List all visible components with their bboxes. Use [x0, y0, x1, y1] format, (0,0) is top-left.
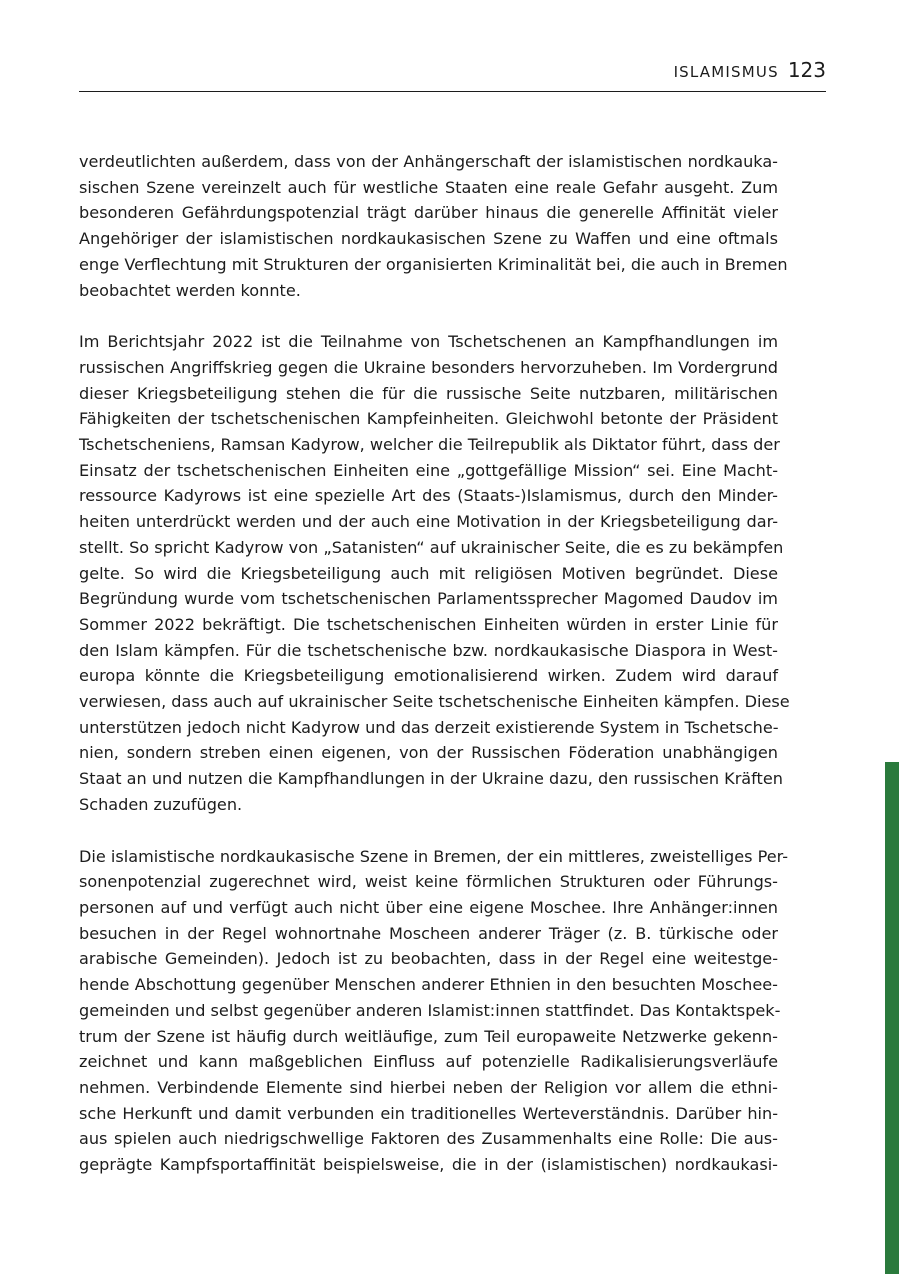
text-line: Tschetscheniens, Ramsan Kadyrow, welcher die Teilrepublik als Diktator führt, dass der [79, 435, 780, 455]
text-line: beobachtet werden konnte. [79, 280, 301, 300]
text-line: nehmen. Verbindende Elemente sind hierbei neben der Religion vor allem die ethni- [79, 1077, 778, 1097]
text-line: ressource Kadyrows ist eine spezielle Art des (Staats-)Islamismus, durch den Minder- [79, 486, 778, 506]
text-line: den Islam kämpfen. Für die tschetschenische bzw. nordkaukasische Diaspora in West- [79, 640, 778, 660]
text-line: nien, sondern streben einen eigenen, von der Russischen Föderation unabhängigen [79, 743, 778, 763]
paragraph [79, 329, 790, 817]
text-line: trum der Szene ist häufig durch weitläufige, zum Teil europaweite Netzwerke gekenn- [79, 1026, 778, 1046]
chapter-side-tab [885, 762, 899, 1274]
text-line: sche Herkunft und damit verbunden ein traditionelles Werteverständnis. Darüber hin- [79, 1103, 778, 1123]
text-line: besonderen Gefährdungspotenzial trägt darüber hinaus die generelle Affinität vieler [79, 203, 778, 223]
page-number: 123 [787, 58, 826, 82]
text-line: Fähigkeiten der tschetschenischen Kampfeinheiten. Gleichwohl betonte der Präsident [79, 409, 778, 429]
text-line: aus spielen auch niedrigschwellige Faktoren des Zusammenhalts eine Rolle: Die aus- [79, 1129, 778, 1149]
text-line: verdeutlichten außerdem, dass von der Anhängerschaft der islamistischen nordkauka- [79, 152, 778, 171]
text-line: stellt. So spricht Kadyrow von „Satanisten“ auf ukrainischer Seite, die es zu bekämpfen [79, 537, 784, 557]
text-line: personen auf und verfügt auch nicht über eine eigene Moschee. Ihre Anhänger:innen [79, 897, 778, 917]
text-line: Im Berichtsjahr 2022 ist die Teilnahme von Tschetschenen an Kampfhandlungen im [79, 332, 778, 352]
text-line: geprägte Kampfsportaffinität beispielsweise, die in der (islamistischen) nordkaukasi- [79, 1155, 778, 1175]
text-line: unterstützen jedoch nicht Kadyrow und das derzeit existierende System in Tschetsche- [79, 717, 779, 737]
text-line: sonenpotenzial zugerechnet wird, weist keine förmlichen Strukturen oder Führungs- [79, 872, 778, 892]
text-line: Begründung wurde vom tschetschenischen Parlamentssprecher Magomed Daudov im [79, 589, 778, 609]
text-line: verwiesen, dass auch auf ukrainischer Seite tschetschenische Einheiten kämpfen. Diese [79, 692, 790, 712]
section-title: ISLAMISMUS [673, 63, 779, 81]
text-line: arabische Gemeinden). Jedoch ist zu beobachten, dass in der Regel eine weitestge- [79, 949, 778, 969]
text-line: hende Abschottung gegenüber Menschen anderer Ethnien in den besuchten Moschee- [79, 975, 778, 995]
text-line: enge Verflechtung mit Strukturen der organisierten Kriminalität bei, die auch in Bremen [79, 254, 788, 274]
text-line: Schaden zuzufügen. [79, 794, 243, 814]
text-line: sischen Szene vereinzelt auch für westliche Staaten eine reale Gefahr ausgeht. Zum [79, 177, 778, 197]
text-line: europa könnte die Kriegsbeteiligung emotionalisierend wirken. Zudem wird darauf [79, 666, 778, 686]
running-header [79, 58, 826, 90]
text-line: dieser Kriegsbeteiligung stehen die für die russische Seite nutzbaren, militärischen [79, 383, 778, 403]
text-line: russischen Angriffskrieg gegen die Ukraine besonders hervorzuheben. Im Vordergrund [79, 357, 778, 377]
text-line: Sommer 2022 bekräftigt. Die tschetschenischen Einheiten würden in erster Linie für [79, 614, 778, 634]
text-line: Einsatz der tschetschenischen Einheiten eine „gottgefällige Mission“ sei. Eine Macht- [79, 460, 778, 480]
text-line: heiten unterdrückt werden und der auch eine Motivation in der Kriegsbeteiligung dar- [79, 512, 778, 532]
text-line: besuchen in der Regel wohnortnahe Moscheen anderer Träger (z. B. türkische oder [79, 923, 778, 943]
header-rule [79, 91, 826, 92]
paragraph [79, 844, 789, 1178]
text-line: Angehöriger der islamistischen nordkaukasischen Szene zu Waffen und eine oftmals [79, 229, 778, 249]
text-line: Die islamistische nordkaukasische Szene in Bremen, der ein mittleres, zweistelliges Per- [79, 846, 789, 866]
text-line: zeichnet und kann maßgeblichen Einfluss auf potenzielle Radikalisierungsverläufe [79, 1052, 778, 1072]
text-line: gemeinden und selbst gegenüber anderen Islamist:innen stattfindet. Das Kontaktspek- [79, 1000, 781, 1020]
text-line: Staat an und nutzen die Kampfhandlungen in der Ukraine dazu, den russischen Kräften [79, 769, 783, 789]
paragraph [79, 149, 788, 303]
body-text [79, 149, 790, 1204]
text-line: gelte. So wird die Kriegsbeteiligung auch mit religiösen Motiven begründet. Diese [79, 563, 778, 583]
